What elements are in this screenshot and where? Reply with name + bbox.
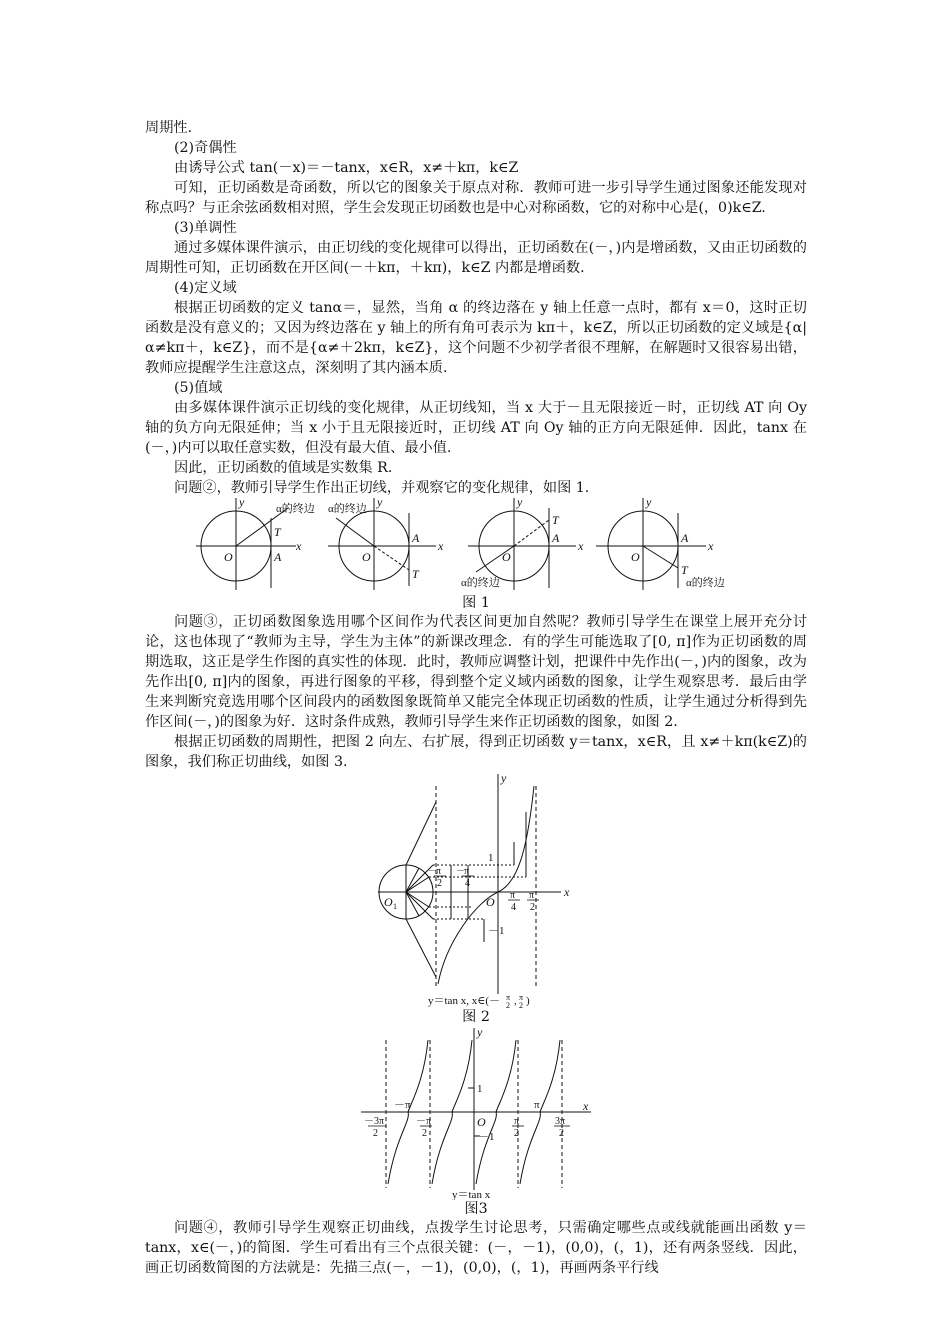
fig1-p3-origin-label: O (502, 550, 511, 564)
fig2-neg-quarter-pi-num: π (464, 866, 470, 877)
figure-3-tangent-curve (356, 1026, 596, 1200)
paragraph-question-3: 问题③，正切函数图象选用哪个区间作为代表区间更加自然呢？教师引导学生在课堂上展开充分讨论，这也体现了“教师为主导，学生为主体”的新课改理念．有的学生可能选取了[0, π]作为正切函数的周期选取，这正是学生作图的真实性的体现．此时，教师应调整计划，把课件中先作出(－，)内的图象，改为先作出[0, π]内的图象，再进行图象的平移，得到整个定义域内函数的图象，让学生观察思考．最后由学生来判断究竟选用哪个区间段内的函数图象既简单又能完全体现正切函数的性质，让学生通过分析得到先作区间(－，)的图象为好．这时条件成熟，教师引导学生来作正切函数的图象，如图 2. (145, 614, 807, 730)
fig1-p4-a-label: A (681, 531, 689, 545)
fig3-neg-pi-over-2-num: －π (416, 1116, 432, 1127)
fig1-p3-x-label: x (578, 539, 584, 553)
fig2-quarter-pi-den: 4 (511, 902, 516, 913)
paragraph-question-2: 问题②，教师引导学生作出正切线，并观察它的变化规律，如图 1. (174, 480, 590, 496)
fig1-p2-terminal-label: α的终边 (328, 503, 367, 515)
fig2-formula-sep: , (514, 995, 517, 1007)
fig2-x-label: x (564, 885, 570, 899)
paragraph-odd-function: 可知，正切函数是奇函数，所以它的图象关于原点对称．教师可进一步引导学生通过图象还能发现对称点吗？与正余弦函数相对照，学生会发现正切函数也是中心对称函数，它的对称中心是(，0)k∈Z. (145, 180, 807, 216)
fig2-neg-quarter-pi-minus: － (456, 866, 466, 876)
fig2-half-pi-den: 2 (530, 902, 535, 913)
fig1-p4-y-label: y (646, 498, 652, 509)
fig2-circle-center-label: O (384, 895, 393, 909)
fig3-3pi-over-2-num: 3π (555, 1116, 566, 1127)
fig2-formula: y＝tan x, x∈(－ (428, 995, 500, 1007)
fig1-p3-a-label: A (552, 531, 560, 545)
fig3-x-label: x (583, 1099, 589, 1113)
fig2-half-pi-num: π (529, 890, 535, 901)
paragraph-range: 由多媒体课件演示正切线的变化规律，从正切线知，当 x 大于－且无限接近－时，正切线 AT 向 Oy 轴的负方向无限延伸；当 x 小于且无限接近时，正切线 AT 向 Oy 轴的正方向无限延伸．因此，tanx 在(－，)内可以取任意实数，但没有最大值、最小值. (145, 400, 807, 456)
fig1-p1-origin-label: O (224, 550, 233, 564)
fig1-p1-terminal-label: α的终边 (276, 503, 315, 515)
fig3-formula: y＝tan x (452, 1189, 491, 1200)
heading-monotonicity: (3)单调性 (174, 220, 237, 236)
fig2-neg-one-label: －1 (488, 925, 505, 937)
fig1-p1-t-label: T (274, 525, 281, 539)
fig3-neg-3pi-over-2-den: 2 (373, 1128, 378, 1139)
fig1-p3-terminal-label: α的终边 (461, 577, 500, 589)
fig3-neg-3pi-over-2-num: －3π (364, 1116, 385, 1127)
fig1-p2-origin-label: O (362, 550, 371, 564)
fig1-p2-a-label: A (412, 531, 420, 545)
fig3-pi-over-2-num: π (514, 1116, 520, 1127)
fig3-neg-one-label: －1 (478, 1131, 495, 1143)
fig1-p4-terminal-label: α的终边 (686, 577, 725, 589)
fig1-p3-t-label: T (552, 513, 559, 527)
paragraph-periodic-extension: 根据正切函数的周期性，把图 2 向左、右扩展，得到正切函数 y＝tanx，x∈R，且 x≠＋kπ(k∈Z)的图象，我们称正切曲线，如图 3. (145, 734, 807, 770)
fig1-p2-x-label: x (438, 539, 444, 553)
fig2-circle-center-subscript: 1 (393, 902, 397, 911)
fig1-p3-y-label: y (517, 498, 523, 509)
paragraph-induction-formula: 由诱导公式 tan(－x)＝－tanx，x∈R，x≠＋kπ，k∈Z (174, 160, 519, 176)
fig2-neg-half-pi-minus: － (428, 866, 438, 876)
paragraph-monotonicity: 通过多媒体课件演示，由正切线的变化规律可以得出，正切函数在(－，)内是增函数，又由正切函数的周期性可知，正切函数在开区间(－＋kπ，＋kπ)，k∈Z 内都是增函数. (145, 240, 807, 276)
fig3-one-label: 1 (477, 1083, 483, 1095)
heading-domain: (4)定义域 (174, 280, 237, 296)
fig3-pi-label: π (534, 1099, 540, 1111)
fig2-neg-half-pi-den: 2 (437, 878, 442, 889)
heading-range: (5)值域 (174, 380, 223, 396)
fig1-p4-origin-label: O (631, 550, 640, 564)
paragraph-range-conclusion: 因此，正切函数的值域是实数集 R. (174, 460, 393, 476)
fig1-p1-y-label: y (239, 498, 245, 509)
fig2-neg-half-pi-num: π (436, 866, 442, 877)
figure-1-tangent-lines (196, 498, 756, 594)
figure-2-caption: 图 2 (462, 1009, 490, 1025)
fig3-3pi-over-2-den: 2 (559, 1128, 564, 1139)
fig2-formula-end: ) (526, 995, 530, 1007)
fig2-formula-two1: 2 (506, 1001, 510, 1008)
fig2-formula-two2: 2 (519, 1001, 523, 1008)
fig2-neg-quarter-pi-den: 4 (465, 878, 470, 889)
fig2-formula-pi2: π (519, 993, 524, 1002)
fig2-quarter-pi-num: π (510, 890, 516, 901)
fig1-p1-x-label: x (296, 539, 302, 553)
fig1-p4-t-label: T (681, 563, 688, 577)
fig3-neg-pi-label: －π (394, 1099, 411, 1111)
fig2-one-label: 1 (488, 852, 494, 864)
heading-parity: (2)奇偶性 (174, 140, 237, 156)
fig2-formula-pi1: π (506, 993, 511, 1002)
figure-3-caption: 图3 (464, 1201, 488, 1217)
fig2-y-label: y (501, 772, 507, 785)
fig1-p2-t-label: T (412, 567, 419, 581)
fig1-p4-x-label: x (708, 539, 714, 553)
figure-2-tangent-graph-construction (376, 772, 576, 1008)
fig3-origin-label: O (477, 1115, 486, 1129)
fig1-p1-a-label: A (274, 550, 282, 564)
fig3-pi-over-2-den: 2 (514, 1128, 519, 1139)
paragraph-periodicity-end: 周期性. (145, 120, 193, 136)
fig3-neg-pi-over-2-den: 2 (422, 1128, 427, 1139)
paragraph-question-4: 问题④，教师引导学生观察正切曲线，点拨学生讨论思考，只需确定哪些点或线就能画出函数 y＝tanx，x∈(－，)的简图．学生可看出有三个点很关键：(－，－1)，(0,0)，(，1)，还有两条竖线．因此，画正切函数简图的方法就是：先描三点(－，－1)，(0,0)，(，1)，再画两条平行线 (145, 1220, 807, 1276)
fig1-p2-y-label: y (377, 498, 383, 509)
document-page (145, 118, 807, 1278)
paragraph-domain: 根据正切函数的定义 tanα＝，显然，当角 α 的终边落在 y 轴上任意一点时，都有 x＝0，这时正切函数是没有意义的；又因为终边落在 y 轴上的所有角可表示为 kπ＋，k∈Z，所以正切函数的定义域是{α|α≠kπ＋，k∈Z}，而不是{α≠＋2kπ，k∈Z}，这个问题不少初学者很不理解，在解题时又很容易出错，教师应提醒学生注意这点，深刻明了其内涵本质. (145, 300, 807, 376)
figure-1-caption: 图 1 (462, 595, 490, 611)
fig2-origin-label: O (486, 895, 495, 909)
fig3-y-label: y (477, 1026, 483, 1039)
